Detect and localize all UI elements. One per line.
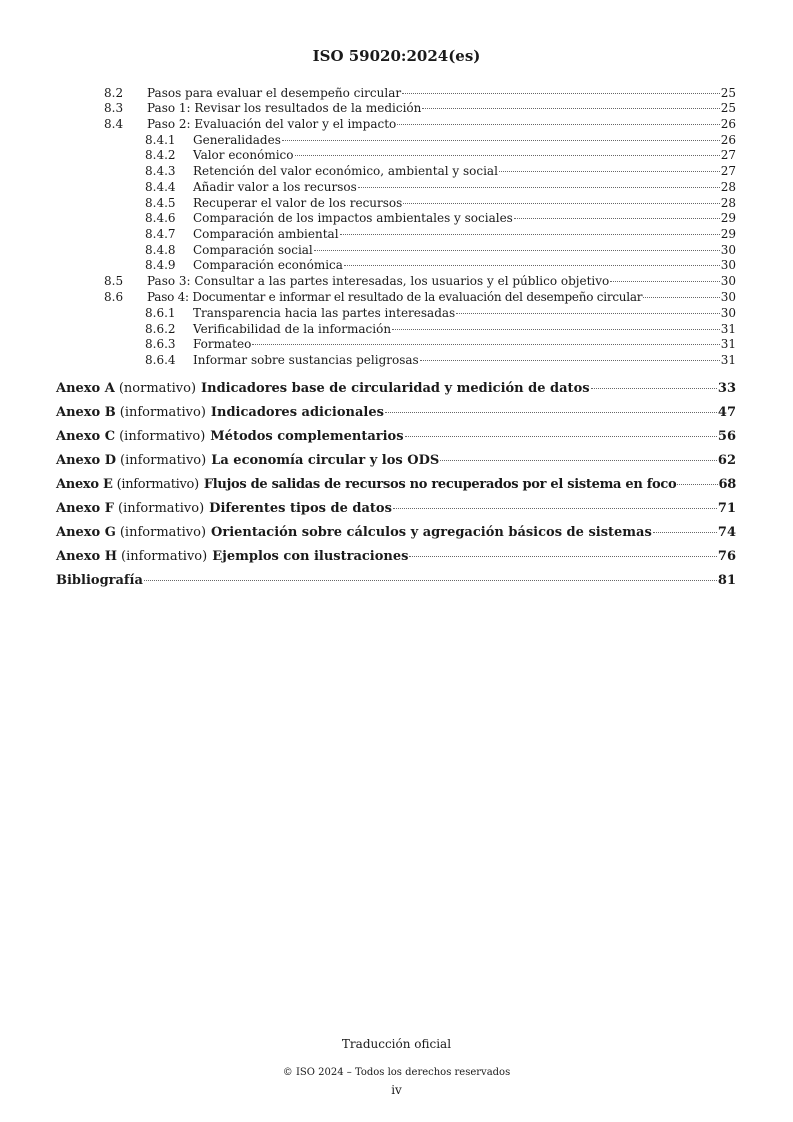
annex-type: (informativo) bbox=[119, 405, 206, 420]
dot-leader bbox=[420, 360, 720, 361]
toc-annex-h[interactable] bbox=[56, 549, 736, 567]
toc-annex-a[interactable] bbox=[56, 381, 736, 399]
toc-text: Paso 1: Revisar los resultados de la medición bbox=[147, 101, 422, 115]
annex-page: 62 bbox=[717, 453, 736, 468]
toc-number: 8.4.7 bbox=[145, 227, 176, 241]
toc-number: 8.4.6 bbox=[145, 211, 176, 225]
dot-leader bbox=[440, 460, 717, 461]
annex-page: 33 bbox=[717, 381, 736, 396]
dot-leader bbox=[252, 344, 719, 345]
toc-annex-b[interactable] bbox=[56, 405, 736, 423]
toc-number: 8.4.5 bbox=[145, 196, 176, 210]
dot-leader bbox=[393, 508, 717, 509]
annex-type: (informativo) bbox=[120, 453, 207, 468]
annex-title: Flujos de salidas de recursos no recuperados por el sistema en foco bbox=[203, 477, 677, 492]
toc-number: 8.6.1 bbox=[145, 306, 176, 320]
dot-leader bbox=[397, 124, 719, 125]
annex-label: Anexo B bbox=[56, 405, 116, 420]
annex-type: (informativo) bbox=[116, 477, 199, 492]
annex-title: Orientación sobre cálculos y agregación básicos de sistemas bbox=[211, 525, 652, 540]
dot-leader bbox=[358, 187, 720, 188]
toc-page: 25 bbox=[720, 86, 736, 100]
dot-leader bbox=[344, 265, 720, 266]
toc-text: Comparación social bbox=[193, 243, 313, 257]
dot-leader bbox=[409, 556, 716, 557]
toc-page: 30 bbox=[720, 258, 736, 272]
dot-leader bbox=[591, 388, 717, 389]
toc-page: 30 bbox=[720, 290, 736, 304]
toc-page: 26 bbox=[720, 133, 736, 147]
dot-leader bbox=[392, 329, 720, 330]
toc-page: 31 bbox=[720, 322, 736, 336]
toc-bibliography[interactable] bbox=[56, 573, 736, 591]
annex-type: (informativo) bbox=[119, 525, 207, 540]
annex-label: Anexo G bbox=[56, 525, 116, 540]
toc-text: Comparación ambiental bbox=[193, 227, 339, 241]
bibliography-page: 81 bbox=[717, 573, 736, 588]
annex-title: La economía circular y los ODS bbox=[211, 453, 440, 468]
annex-type: (normativo) bbox=[118, 381, 197, 396]
dot-leader bbox=[677, 484, 717, 485]
toc-text: Transparencia hacia las partes interesadas bbox=[193, 306, 456, 320]
dot-leader bbox=[456, 313, 720, 314]
toc-text: Formateo bbox=[193, 337, 252, 351]
annex-title: Métodos complementarios bbox=[210, 429, 404, 444]
toc-page: 29 bbox=[720, 211, 736, 225]
toc-number: 8.6 bbox=[104, 290, 124, 304]
annex-page: 56 bbox=[717, 429, 736, 444]
toc-text: Valor económico bbox=[193, 148, 294, 162]
document-header: ISO 59020:2024(es) bbox=[312, 47, 481, 65]
toc-entry-8-6-2[interactable] bbox=[0, 322, 793, 338]
dot-leader bbox=[295, 155, 720, 156]
dot-leader bbox=[499, 171, 720, 172]
toc-page: 30 bbox=[720, 243, 736, 257]
toc-entry-8-4-8[interactable] bbox=[0, 243, 793, 259]
toc-text: Paso 2: Evaluación del valor y el impacto bbox=[147, 117, 397, 131]
toc-page: 28 bbox=[720, 196, 736, 210]
annex-title: Diferentes tipos de datos bbox=[209, 501, 392, 516]
annex-page: 76 bbox=[717, 549, 736, 564]
toc-page: 27 bbox=[720, 148, 736, 162]
toc-text: Pasos para evaluar el desempeño circular bbox=[147, 86, 402, 100]
toc-text: Comparación de los impactos ambientales y sociales bbox=[193, 211, 513, 225]
annex-page: 68 bbox=[718, 477, 736, 492]
annex-label: Anexo E bbox=[56, 477, 113, 492]
toc-entry-8-6-1[interactable] bbox=[0, 306, 793, 322]
toc-annex-e[interactable] bbox=[56, 477, 736, 495]
dot-leader bbox=[385, 412, 717, 413]
annex-type: (informativo) bbox=[118, 501, 205, 516]
annex-label: Anexo F bbox=[56, 501, 114, 516]
toc-text: Informar sobre sustancias peligrosas bbox=[193, 353, 419, 367]
annex-type: (informativo) bbox=[119, 429, 206, 444]
toc-number: 8.4.3 bbox=[145, 164, 176, 178]
toc-page: 25 bbox=[720, 101, 736, 115]
toc-entry-8-2[interactable] bbox=[0, 86, 793, 102]
annex-label: Anexo A bbox=[56, 381, 115, 396]
toc-entry-8-4-2[interactable] bbox=[0, 148, 793, 164]
toc-page: 30 bbox=[720, 306, 736, 320]
dot-leader bbox=[514, 218, 720, 219]
annex-page: 74 bbox=[717, 525, 736, 540]
toc-number: 8.4.2 bbox=[145, 148, 176, 162]
copyright-notice: © ISO 2024 – Todos los derechos reservados bbox=[282, 1067, 511, 1078]
toc-entry-8-4[interactable] bbox=[0, 117, 793, 133]
dot-leader bbox=[144, 580, 717, 581]
toc-text: Paso 4: Documentar e informar el resultado de la evaluación del desempeño circular bbox=[147, 290, 643, 304]
page-number: iv bbox=[391, 1083, 402, 1097]
annex-label: Anexo C bbox=[56, 429, 116, 444]
translation-note: Traducción oficial bbox=[341, 1037, 452, 1051]
dot-leader bbox=[282, 140, 720, 141]
toc-text: Retención del valor económico, ambiental y social bbox=[193, 164, 498, 178]
toc-number: 8.3 bbox=[104, 101, 124, 115]
annex-title: Indicadores adicionales bbox=[210, 405, 384, 420]
toc-number: 8.4.4 bbox=[145, 180, 176, 194]
toc-annex-c[interactable] bbox=[56, 429, 736, 447]
toc-number: 8.2 bbox=[104, 86, 124, 100]
toc-entry-8-4-6[interactable] bbox=[0, 211, 793, 227]
dot-leader bbox=[403, 203, 719, 204]
toc-entry-8-6-4[interactable] bbox=[0, 353, 793, 369]
toc-number: 8.6.3 bbox=[145, 337, 176, 351]
toc-entry-8-3[interactable] bbox=[0, 101, 793, 117]
toc-entry-8-4-5[interactable] bbox=[0, 196, 793, 212]
dot-leader bbox=[610, 281, 719, 282]
annex-title: Indicadores base de circularidad y medición de datos bbox=[201, 381, 590, 396]
toc-number: 8.6.4 bbox=[145, 353, 176, 367]
toc-number: 8.5 bbox=[104, 274, 124, 288]
toc-text: Comparación económica bbox=[193, 258, 343, 272]
annex-page: 47 bbox=[717, 405, 736, 420]
toc-text: Añadir valor a los recursos bbox=[193, 180, 357, 194]
dot-leader bbox=[340, 234, 720, 235]
dot-leader bbox=[314, 250, 720, 251]
toc-page: 26 bbox=[720, 117, 736, 131]
annex-page: 71 bbox=[717, 501, 736, 516]
toc-text: Generalidades bbox=[193, 133, 281, 147]
bibliography-title: Bibliografía bbox=[56, 573, 143, 588]
toc-text: Paso 3: Consultar a las partes interesadas, los usuarios y el público objetivo bbox=[147, 274, 610, 288]
toc-number: 8.4.9 bbox=[145, 258, 176, 272]
toc-annex-d[interactable] bbox=[56, 453, 736, 471]
toc-number: 8.4.1 bbox=[145, 133, 176, 147]
dot-leader bbox=[405, 436, 717, 437]
toc-number: 8.4.8 bbox=[145, 243, 176, 257]
annex-label: Anexo D bbox=[56, 453, 117, 468]
toc-entry-8-4-4[interactable] bbox=[0, 180, 793, 196]
dot-leader bbox=[653, 532, 717, 533]
toc-entry-8-4-1[interactable] bbox=[0, 133, 793, 149]
toc-entry-8-6-3[interactable] bbox=[0, 337, 793, 353]
annex-title: Ejemplos con ilustraciones bbox=[212, 549, 409, 564]
dot-leader bbox=[422, 108, 719, 109]
toc-page: 31 bbox=[720, 353, 736, 367]
toc-entry-8-4-7[interactable] bbox=[0, 227, 793, 243]
toc-entry-8-5[interactable] bbox=[0, 274, 793, 290]
toc-entry-8-4-3[interactable] bbox=[0, 164, 793, 180]
toc-page: 28 bbox=[720, 180, 736, 194]
toc-annex-f[interactable] bbox=[56, 501, 736, 519]
toc-page: 29 bbox=[720, 227, 736, 241]
dot-leader bbox=[402, 93, 720, 94]
dot-leader bbox=[643, 297, 719, 298]
toc-entry-8-6[interactable] bbox=[0, 290, 793, 306]
toc-page: 31 bbox=[720, 337, 736, 351]
annex-label: Anexo H bbox=[56, 549, 118, 564]
toc-page: 27 bbox=[720, 164, 736, 178]
annex-type: (informativo) bbox=[121, 549, 208, 564]
toc-number: 8.4 bbox=[104, 117, 124, 131]
toc-text: Verificabilidad de la información bbox=[193, 322, 392, 336]
toc-entry-8-4-9[interactable] bbox=[0, 258, 793, 274]
toc-number: 8.6.2 bbox=[145, 322, 176, 336]
toc-text: Recuperar el valor de los recursos bbox=[193, 196, 403, 210]
toc-page: 30 bbox=[720, 274, 736, 288]
toc-annex-g[interactable] bbox=[56, 525, 736, 543]
